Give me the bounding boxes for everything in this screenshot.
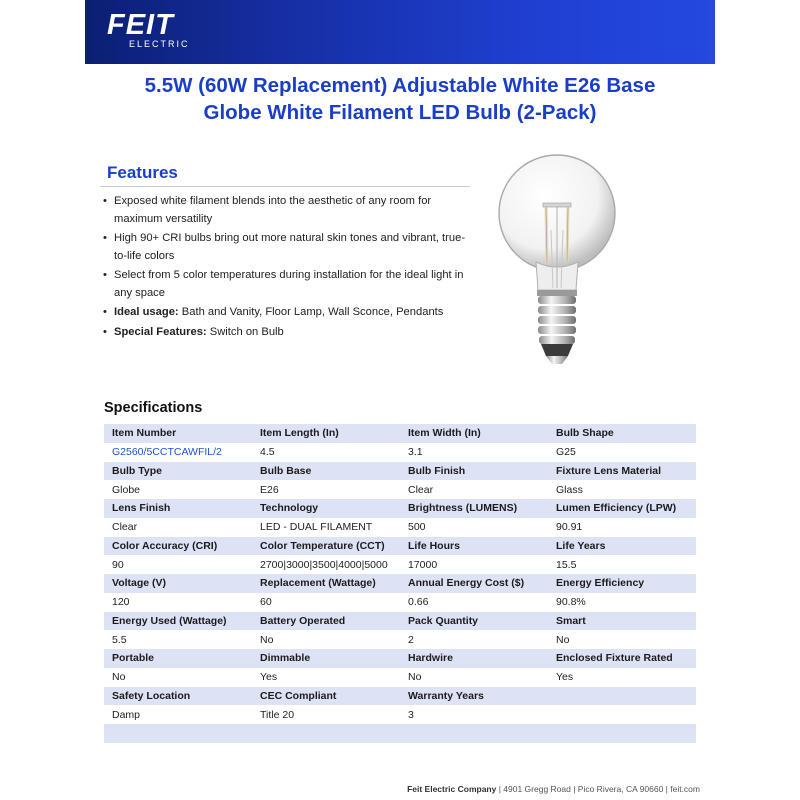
spec-value: G25 — [548, 443, 696, 462]
feature-text: High 90+ CRI bulbs bring out more natural skin tones and vibrant, true-to-life colors — [114, 232, 466, 262]
spec-value-row — [104, 555, 696, 574]
spec-value-row — [104, 630, 696, 649]
feature-item — [103, 304, 473, 322]
globe-bulb-image — [496, 150, 618, 386]
spec-value-row — [104, 480, 696, 499]
spec-value: 5.5 — [104, 630, 252, 649]
spec-label: Item Width (In) — [400, 424, 548, 443]
features-divider — [100, 186, 470, 187]
spec-header-row — [104, 612, 696, 631]
product-title-line-2: Globe White Filament LED Bulb (2-Pack) — [203, 101, 597, 124]
bullet-icon: • — [103, 269, 107, 281]
spec-value: No — [548, 630, 696, 649]
spec-label: Pack Quantity — [400, 612, 548, 631]
features-list — [103, 193, 473, 343]
spec-header-row — [104, 462, 696, 481]
feature-item — [103, 230, 473, 265]
feature-label: Ideal usage: — [114, 306, 179, 318]
spec-value: 90.91 — [548, 518, 696, 537]
features-heading: Features — [107, 163, 178, 182]
feature-item — [103, 324, 473, 342]
spec-value-row — [104, 593, 696, 612]
spec-value-row — [104, 443, 696, 462]
spec-label: Brightness (LUMENS) — [400, 499, 548, 518]
spec-label: Item Length (In) — [252, 424, 400, 443]
spec-value: 60 — [252, 593, 400, 612]
spec-value: Clear — [400, 480, 548, 499]
spec-value: 0.66 — [400, 593, 548, 612]
spec-value: No — [104, 668, 252, 687]
specifications-table — [104, 424, 696, 743]
spec-value-row — [104, 518, 696, 537]
spec-label: CEC Compliant — [252, 687, 400, 706]
spec-header-row — [104, 574, 696, 593]
spec-label: Bulb Type — [104, 462, 252, 481]
spec-label: Energy Efficiency — [548, 574, 696, 593]
spec-value: 500 — [400, 518, 548, 537]
spec-label: Dimmable — [252, 649, 400, 668]
spec-label: Color Temperature (CCT) — [252, 537, 400, 556]
bullet-icon: • — [103, 195, 107, 207]
spec-value: 120 — [104, 593, 252, 612]
spec-value — [548, 705, 696, 724]
spec-value: 3 — [400, 705, 548, 724]
spec-blank-row — [104, 724, 696, 743]
spec-label: Bulb Shape — [548, 424, 696, 443]
bullet-icon: • — [103, 306, 107, 318]
spec-value: Damp — [104, 705, 252, 724]
spec-blank-cell — [548, 724, 696, 743]
spec-label — [548, 687, 696, 706]
spec-header-row — [104, 649, 696, 668]
spec-label: Color Accuracy (CRI) — [104, 537, 252, 556]
feature-text: Select from 5 color temperatures during installation for the ideal light in any space — [114, 269, 464, 299]
spec-label: Lumen Efficiency (LPW) — [548, 499, 696, 518]
spec-header-row — [104, 424, 696, 443]
spec-value: LED - DUAL FILAMENT — [252, 518, 400, 537]
spec-label: Enclosed Fixture Rated — [548, 649, 696, 668]
spec-value: E26 — [252, 480, 400, 499]
spec-header-row — [104, 687, 696, 706]
spec-label: Technology — [252, 499, 400, 518]
bullet-icon: • — [103, 232, 107, 244]
spec-blank-cell — [252, 724, 400, 743]
spec-blank-cell — [400, 724, 548, 743]
item-number-link[interactable]: G2560/5CCTCAWFIL/2 — [104, 443, 252, 462]
feature-item — [103, 193, 473, 228]
spec-value: Yes — [548, 668, 696, 687]
footer — [370, 784, 700, 794]
feature-text: Exposed white filament blends into the aesthetic of any room for maximum versatility — [114, 195, 432, 225]
spec-value: 15.5 — [548, 555, 696, 574]
spec-value: 90 — [104, 555, 252, 574]
spec-label: Portable — [104, 649, 252, 668]
spec-label: Hardwire — [400, 649, 548, 668]
specifications-heading: Specifications — [104, 400, 203, 416]
spec-label: Voltage (V) — [104, 574, 252, 593]
brand-header — [85, 0, 715, 64]
spec-label: Bulb Base — [252, 462, 400, 481]
product-title-line-1: 5.5W (60W Replacement) Adjustable White E26 Base — [144, 74, 656, 97]
spec-value: Yes — [252, 668, 400, 687]
spec-value: No — [400, 668, 548, 687]
spec-value: 2 — [400, 630, 548, 649]
spec-label: Bulb Finish — [400, 462, 548, 481]
spec-value: 2700|3000|3500|4000|5000 — [252, 555, 400, 574]
spec-value: Title 20 — [252, 705, 400, 724]
spec-label: Safety Location — [104, 687, 252, 706]
feature-text: Bath and Vanity, Floor Lamp, Wall Sconce, Pendants — [178, 306, 444, 318]
feature-item — [103, 267, 473, 302]
spec-label: Lens Finish — [104, 499, 252, 518]
spec-header-row — [104, 499, 696, 518]
logo-wordmark: FEIT — [107, 9, 174, 41]
footer-company: Feit Electric Company — [407, 784, 497, 794]
spec-value: Globe — [104, 480, 252, 499]
footer-address: | 4901 Gregg Road | Pico Rivera, CA 90660 | feit.com — [496, 784, 700, 794]
spec-label: Item Number — [104, 424, 252, 443]
spec-value: 90.8% — [548, 593, 696, 612]
spec-value-row — [104, 668, 696, 687]
spec-value: Glass — [548, 480, 696, 499]
spec-label: Energy Used (Wattage) — [104, 612, 252, 631]
spec-blank-cell — [104, 724, 252, 743]
logo-subtitle: ELECTRIC — [129, 39, 190, 49]
feature-label: Special Features: — [114, 325, 207, 338]
feature-text: Switch on Bulb — [206, 325, 284, 338]
spec-value: 3.1 — [400, 443, 548, 462]
spec-header-row — [104, 537, 696, 556]
spec-value: Clear — [104, 518, 252, 537]
spec-label: Smart — [548, 612, 696, 631]
spec-label: Battery Operated — [252, 612, 400, 631]
product-title — [85, 72, 715, 126]
spec-label: Life Years — [548, 537, 696, 556]
spec-value: 4.5 — [252, 443, 400, 462]
spec-value-row — [104, 705, 696, 724]
spec-value: No — [252, 630, 400, 649]
spec-label: Replacement (Wattage) — [252, 574, 400, 593]
spec-value: 17000 — [400, 555, 548, 574]
feit-logo — [107, 10, 190, 49]
bullet-icon: • — [103, 325, 107, 338]
spec-label: Warranty Years — [400, 687, 548, 706]
spec-label: Annual Energy Cost ($) — [400, 574, 548, 593]
spec-label: Life Hours — [400, 537, 548, 556]
spec-label: Fixture Lens Material — [548, 462, 696, 481]
